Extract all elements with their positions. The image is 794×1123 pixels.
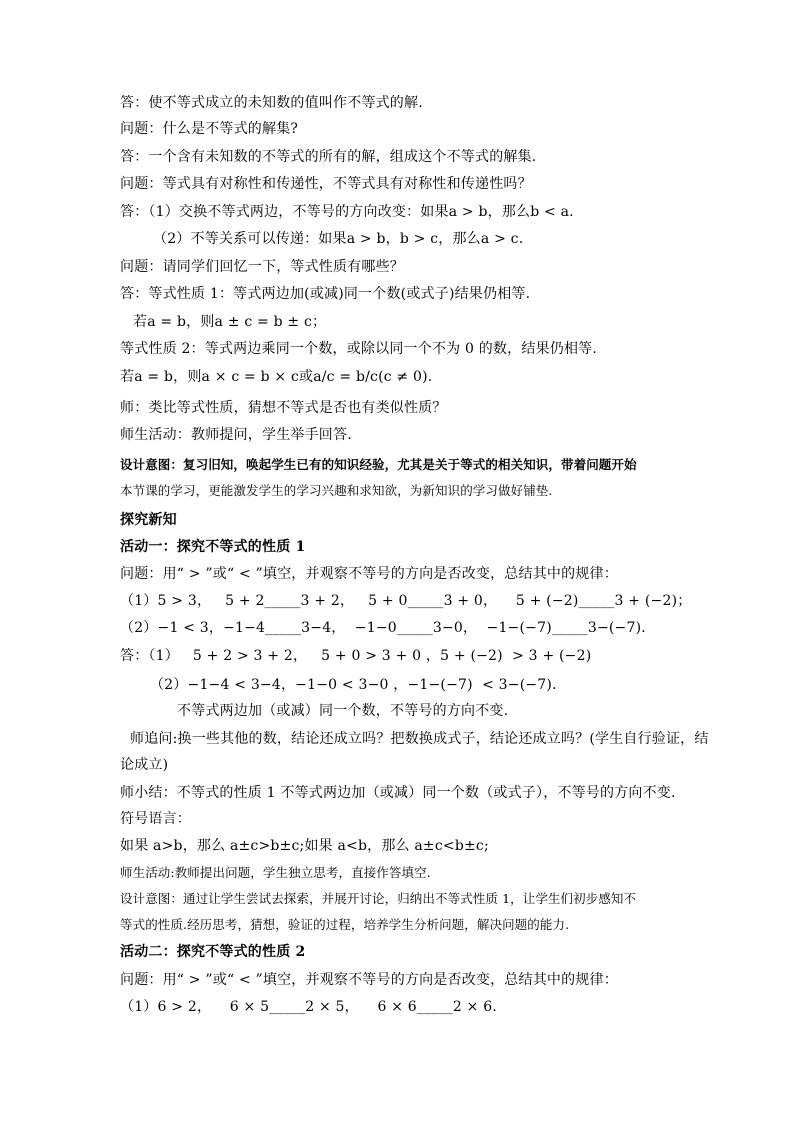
design-intent-1-line2: 本节课的学习，更能激发学生的学习兴趣和求知欲，为新知识的学习做好铺垫. xyxy=(120,483,553,498)
teacher-summary: 师小结：不等式的性质 1 不等式两边加（或减）同一个数（或式子），不等号的方向不变. xyxy=(120,785,676,801)
design-intent-1-line1: 设计意图：复习旧知，唤起学生已有的知识经验，尤其是关于等式的相关知识，带着问题开始 xyxy=(120,457,637,472)
equality-property-1: 答：等式性质 1：等式两边加(或减)同一个数(或式子)结果仍相等. xyxy=(120,286,531,302)
activity-1-conclusion: 不等式两边加（或减）同一个数，不等号的方向不变. xyxy=(177,703,509,719)
question-equality-properties: 问题：请同学们回忆一下，等式性质有哪些？ xyxy=(120,259,404,275)
activity-1-answer-1: 答：（1） 5 + 2 > 3 + 2， 5 + 0 > 3 + 0 ，5 + (−2) > 3 + (−2) xyxy=(120,648,592,664)
answer-symmetry: 答：（1）交换不等式两边，不等号的方向改变：如果a > b，那么b < a. xyxy=(120,204,574,220)
equality-property-2-formula: 若a = b，则a × c = b × c或a/c = b/c(c ≠ 0). xyxy=(120,369,433,385)
symbolic-language-label: 符号语言： xyxy=(120,811,191,827)
equality-property-2: 等式性质 2：等式两边乘同一个数，或除以同一个不为 0 的数，结果仍相等. xyxy=(120,341,598,357)
symbolic-language-formula: 如果 a>b，那么 a±c>b±c;如果 a<b，那么 a±c<b±c; xyxy=(120,838,489,854)
teacher-follow-up-line2: 论成立) xyxy=(120,757,169,773)
answer-transitivity: （2）不等关系可以传递：如果a > b，b > c，那么a > c. xyxy=(153,231,524,247)
teacher-analogy-question: 师：类比等式性质，猜想不等式是否也有类似性质？ xyxy=(120,400,447,416)
section-heading-explore: 探究新知 xyxy=(120,512,177,528)
answer-solution-set: 答：一个含有未知数的不等式的所有的解，组成这个不等式的解集. xyxy=(120,149,537,165)
activity-1-answer-2: （2）−1−4 < 3−4，−1−0 < 3−0 ，−1−(−7) < 3−(−7)． xyxy=(150,677,567,693)
question-solution-set: 问题：什么是不等式的解集? xyxy=(120,121,299,137)
activity-2-part-1: （1）6 > 2， 6 × 5_____2 × 5， 6 × 6_____2 × 6． xyxy=(120,999,507,1015)
activity-1-part-1: （1）5 > 3， 5 + 2_____3 + 2， 5 + 0_____3 + 0， 5 + (−2)_____3 + (−2)； xyxy=(120,593,692,609)
activity-2-heading: 活动二：探究不等式的性质 2 xyxy=(120,944,306,960)
activity-1-part-2: （2）−1 < 3，−1−4_____3−4， −1−0_____3−0， −1−(−7)_____3−(−7)． xyxy=(120,620,656,636)
teacher-follow-up-line1: 师追问:换一些其他的数，结论还成立吗？把数换成式子，结论还成立吗？(学生自行验证，结 xyxy=(130,731,709,747)
answer-solution-definition: 答：使不等式成立的未知数的值叫作不等式的解. xyxy=(120,95,423,111)
equality-property-1-formula: 若a = b，则a ± c = b ± c； xyxy=(133,314,327,330)
teacher-student-activity-2: 师生活动:教师提出问题，学生独立思考，直接作答填空. xyxy=(120,865,431,880)
teacher-student-activity-1: 师生活动：教师提问，学生举手回答. xyxy=(120,427,352,443)
activity-2-question: 问题：用“ > ”或“ < ”填空，并观察不等号的方向是否改变，总结其中的规律： xyxy=(120,972,618,988)
design-intent-2-line1: 设计意图：通过让学生尝试去探索，并展开讨论，归纳出不等式性质 1，让学生们初步感知不 xyxy=(120,891,637,906)
design-intent-2-line2: 等式的性质.经历思考，猜想，验证的过程，培养学生分析问题，解决问题的能力. xyxy=(120,917,570,932)
activity-1-heading: 活动一：探究不等式的性质 1 xyxy=(120,539,306,555)
question-symmetry: 问题：等式具有对称性和传递性，不等式具有对称性和传递性吗？ xyxy=(120,176,532,192)
activity-1-question: 问题：用“ > ”或“ < ”填空，并观察不等号的方向是否改变，总结其中的规律： xyxy=(120,566,618,582)
